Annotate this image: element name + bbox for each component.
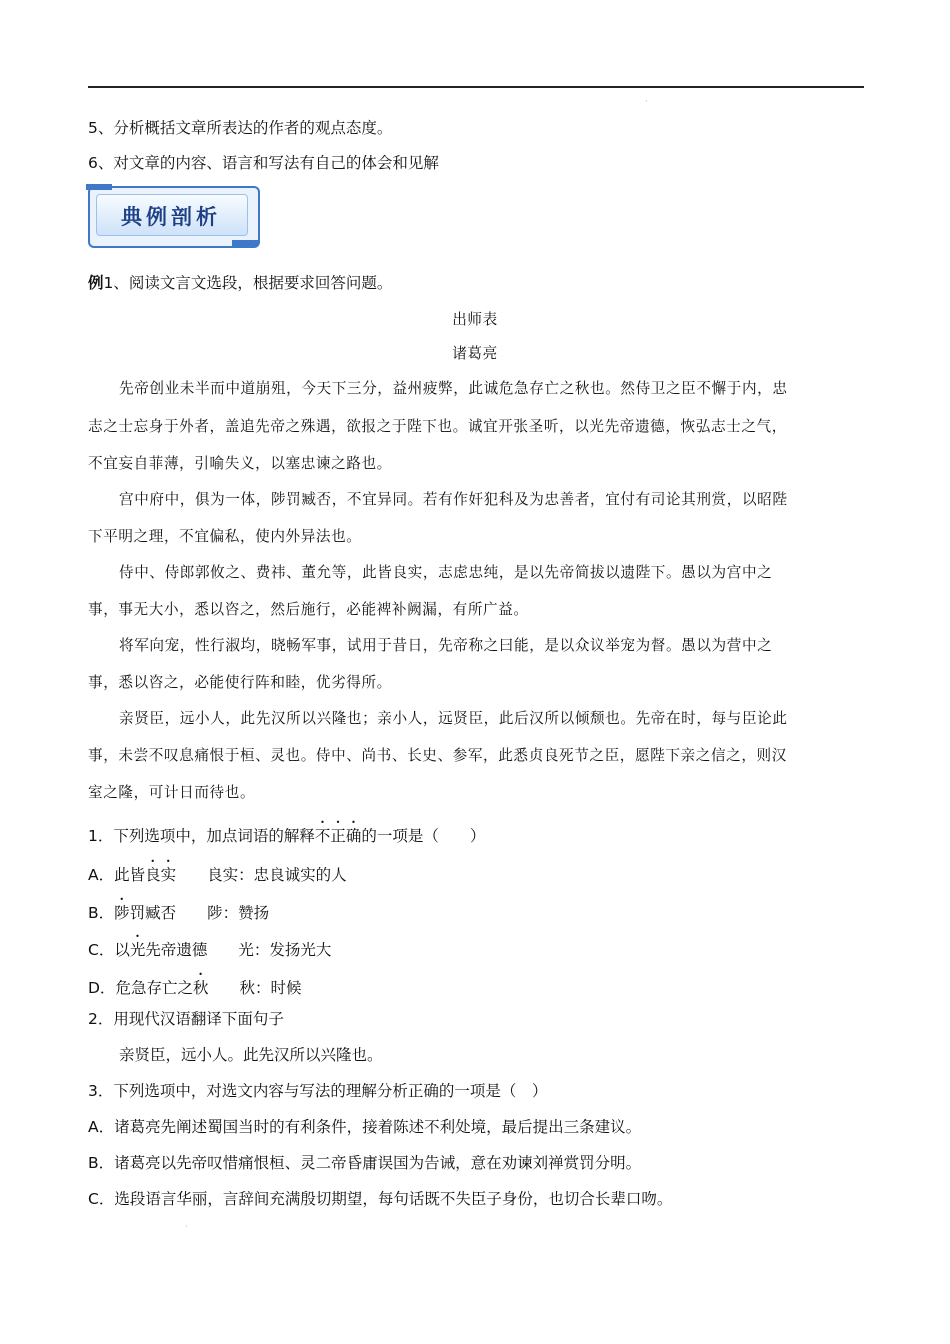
decorative-dot: · (645, 97, 648, 106)
option-text: 秋：时候 (208, 979, 302, 997)
decorative-dot: · (185, 1222, 188, 1231)
badge-corner-accent (232, 240, 258, 246)
q1-option-d (88, 970, 301, 999)
option-text: 此皆 (114, 866, 146, 884)
option-emphasis: 秋 (192, 979, 209, 997)
passage-line: 宫中府中，俱为一体，陟罚臧否，不宜异同。若有作奸犯科及为忠善者，宜付有司论其刑赏，以昭陛 (119, 491, 788, 508)
option-text: 以 (114, 941, 130, 959)
intro-item-5: 5、分析概括文章所表达的作者的观点态度。 (88, 119, 393, 137)
passage-line: 将军向宠，性行淑均，晓畅军事，试用于昔日，先帝称之曰能，是以众议举宠为督。愚以为营中之 (119, 637, 773, 654)
example-instruction (88, 272, 392, 294)
option-text: 罚臧否 陟：赞扬 (129, 904, 270, 922)
option-emphasis: 陟 (114, 904, 130, 922)
passage-line: 事，未尝不叹息痛恨于桓、灵也。侍中、尚书、长史、参军，此悉贞良死节之臣，愿陛下亲之信之，则汉 (88, 747, 787, 764)
passage-line: 室之隆，可计日而待也。 (88, 784, 256, 801)
passage-line: 下平明之理，不宜偏私，使内外异法也。 (88, 528, 362, 545)
passage-author: 诸葛亮 (452, 345, 498, 362)
q1-option-a (88, 857, 347, 886)
passage-line: 先帝创业未半而中道崩殂，今天下三分，益州疲弊，此诚危急存亡之秋也。然侍卫之臣不懈于内，忠 (119, 380, 788, 397)
option-emphasis: 光 (129, 941, 146, 959)
q1-option-b (88, 895, 269, 924)
passage-line: 志之士忘身于外者，盖追先帝之殊遇，欲报之于陛下也。诚宜开张圣听，以光先帝遗德，恢弘志士之气， (88, 418, 787, 435)
passage-line: 侍中、侍郎郭攸之、费祎、董允等，此皆良实，志虑忠纯，是以先帝简拔以遗陛下。愚以为宫中之 (119, 564, 773, 581)
passage-line: 亲贤臣，远小人，此先汉所以兴隆也；亲小人，远贤臣，此后汉所以倾颓也。先帝在时，每与臣论此 (119, 710, 788, 727)
option-text: 良实：忠良诚实的人 (176, 866, 347, 884)
q1-stem-emphasis: 不正确 (314, 827, 362, 845)
example-label: 例 (88, 274, 104, 292)
question-3-stem: 3．下列选项中，对选文内容与写法的理解分析正确的一项是（ ） (88, 1082, 548, 1100)
option-text: 先帝遗德 光：发扬光大 (145, 941, 332, 959)
question-2-stem: 2．用现代汉语翻译下面句子 (88, 1010, 284, 1028)
option-letter: A． (88, 866, 115, 884)
badge-corner-accent (86, 184, 112, 190)
example-text: 1、阅读文言文选段，根据要求回答问题。 (103, 274, 393, 292)
option-letter: D． (88, 979, 116, 997)
q3-option-a: A．诸葛亮先阐述蜀国当时的有利条件，接着陈述不利处境，最后提出三条建议。 (88, 1118, 642, 1136)
intro-item-6: 6、对文章的内容、语言和写法有自己的体会和见解 (88, 154, 439, 172)
q1-stem-pre: 1．下列选项中，加点词语的解释 (88, 827, 315, 845)
badge-label: 典例剖析 (121, 205, 221, 229)
header-rule (88, 86, 864, 88)
q1-option-c (88, 932, 331, 961)
q3-option-b: B．诸葛亮以先帝叹惜痛恨桓、灵二帝昏庸误国为告诫，意在劝谏刘禅赏罚分明。 (88, 1154, 642, 1172)
passage-line: 事，事无大小，悉以咨之，然后施行，必能裨补阙漏，有所广益。 (88, 601, 529, 618)
question-2-sentence: 亲贤臣，远小人。此先汉所以兴隆也。 (119, 1046, 383, 1064)
passage-line: 不宜妄自菲薄，引喻失义，以塞忠谏之路也。 (88, 455, 392, 472)
option-letter: B． (88, 904, 115, 922)
passage-line: 事，悉以咨之，必能使行阵和睦，优劣得所。 (88, 674, 392, 691)
section-badge (88, 186, 258, 248)
option-text: 危急存亡之 (115, 979, 193, 997)
passage-title: 出师表 (452, 311, 498, 328)
q1-stem-post: 的一项是（ ） (361, 827, 486, 845)
question-1-stem (88, 818, 485, 847)
q3-option-c: C．选段语言华丽，言辞间充满殷切期望，每句话既不失臣子身份，也切合长辈口吻。 (88, 1190, 673, 1208)
option-letter: C． (88, 941, 115, 959)
option-emphasis: 良实 (145, 866, 177, 884)
